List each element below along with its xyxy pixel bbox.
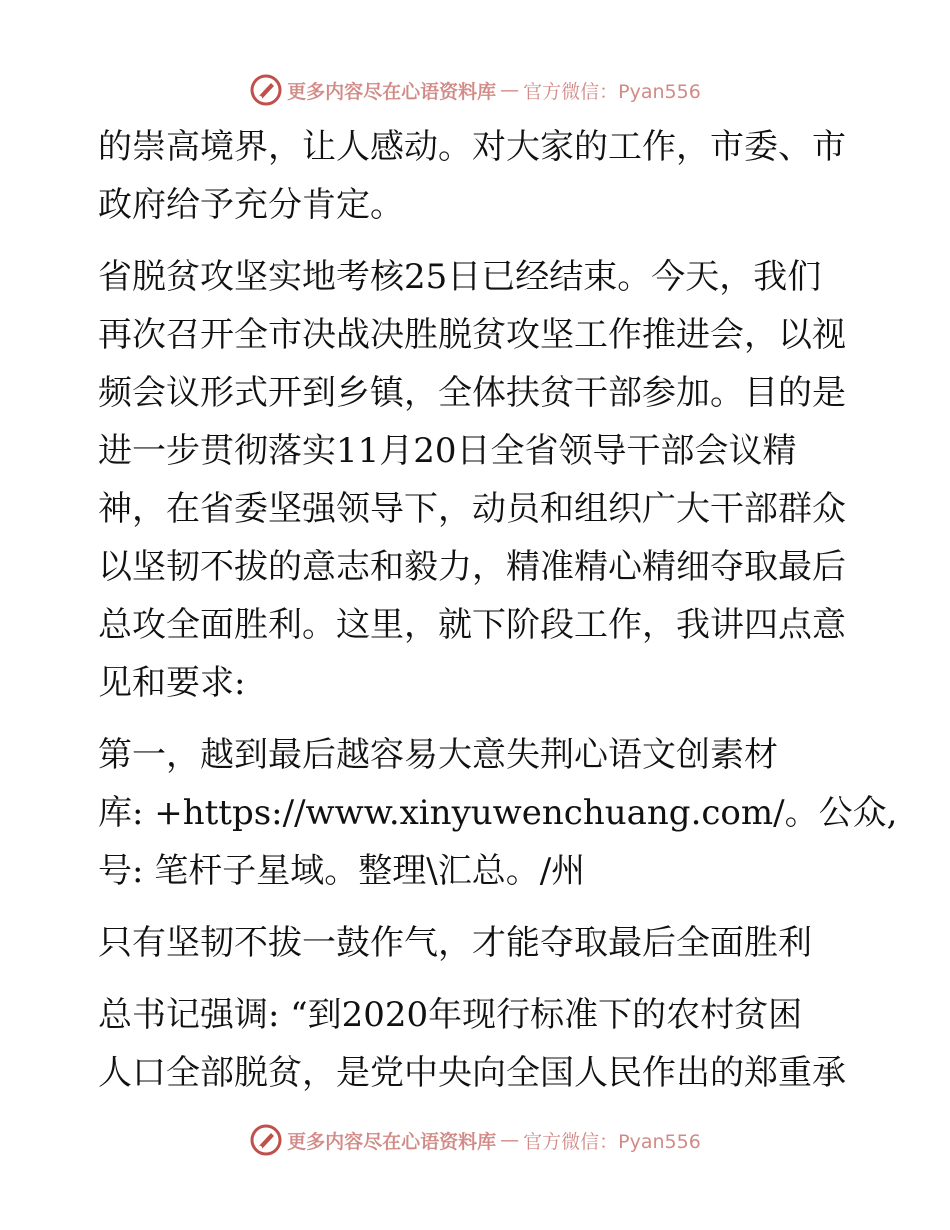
paragraph-line: 政府给予充分肯定。 <box>98 185 404 225</box>
paragraph-line: 频会议形式开到乡镇，全体扶贫干部参加。目的是 <box>98 373 846 413</box>
paragraph-line: 见和要求: <box>98 663 246 703</box>
header-watermark-banner <box>0 70 950 110</box>
section-heading: 只有坚韧不拔一鼓作气，才能夺取最后全面胜利 <box>98 923 812 963</box>
paragraph-line: 省脱贫攻坚实地考核25日已经结束。今天，我们 <box>98 257 822 297</box>
paragraph-line: 人口全部脱贫，是党中央向全国人民作出的郑重承 <box>98 1053 846 1093</box>
brand-text: 更多内容尽在心语资料库 <box>287 80 497 103</box>
wechat-id: 官方微信：Pyan556 <box>523 80 701 103</box>
brand-dash: — <box>500 1129 520 1151</box>
paragraph-line: 进一步贯彻落实11月20日全省领导干部会议精 <box>98 431 797 471</box>
footer-watermark-banner <box>0 1120 950 1160</box>
paragraph-line: 总攻全面胜利。这里，就下阶段工作，我讲四点意 <box>98 605 846 645</box>
paragraph-line: 号: 笔杆子星域。整理\汇总。/州 <box>98 851 586 891</box>
paragraph-line: 第一，越到最后越容易大意失荆心语文创素材 <box>98 735 778 775</box>
paragraph-line: 总书记强调: “到2020年现行标准下的农村贫困 <box>98 995 803 1035</box>
brand-dash: — <box>500 79 520 101</box>
brand-logo-icon <box>249 73 283 107</box>
paragraph-line: 以坚韧不拔的意志和毅力，精准精心精细夺取最后 <box>98 547 846 587</box>
brand-logo-icon <box>249 1123 283 1157</box>
document-body <box>98 118 898 1102</box>
paragraph-line: 库: +https://www.xinyuwenchuang.com/。公众, <box>98 793 898 833</box>
paragraph-line: 神，在省委坚强领导下，动员和组织广大干部群众 <box>98 489 846 529</box>
wechat-id: 官方微信：Pyan556 <box>523 1130 701 1153</box>
paragraph-line: 再次召开全市决战决胜脱贫攻坚工作推进会，以视 <box>98 315 846 355</box>
paragraph-line: 的崇高境界，让人感动。对大家的工作，市委、市 <box>98 127 846 167</box>
brand-text: 更多内容尽在心语资料库 <box>287 1130 497 1153</box>
